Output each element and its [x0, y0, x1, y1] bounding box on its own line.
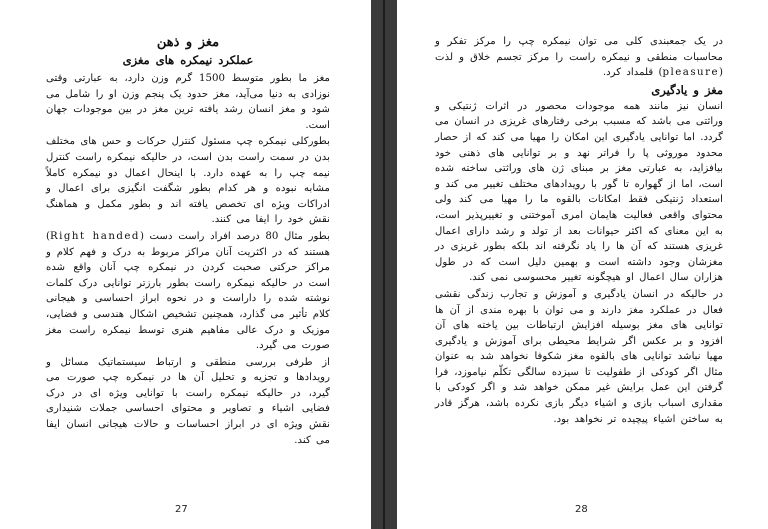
paragraph: انسان نیز مانند همه موجودات محصور در اثرات ژنتیکی و وراثتی می باشد که مسبب برخی رفتارهای غریزی در انسان می گردد. اما توانایی یادگیری این امکان را مهیا می کند که از حصار محدود موروثی پا را فراتر نهد و بر توانایی های ذهنی خود بیافزاید، به عبارتی مغز بر مبنای ژن های وراثتی ساخته شده است، اما از گهواره تا گور با رویدادهای مختلف تغییر می کند و استعداد ژنتیکی فقط امکانات بالقوه ما را مهیا می کند ولی محتوای واقعی فعالیت هایمان امری آموختنی و تغییرپذیر است، به این معنای که اکثر حیوانات بعد از تولد و رشد دارای اعمال غریزی هستند که آن ها را یاد نگرفته اند بلکه بطور غریزی در مغزشان وجود داشته است و بهمین دلیل است که در طول هزاران سال اعمال او هیچگونه تغییر محسوسی نمی کند. [435, 100, 723, 284]
book-spine [371, 0, 397, 529]
paragraph: از طرفی بررسی منطقی و ارتباط سیستماتیک مسائل و رویدادها و تجزیه و تحلیل آن ها در نیمکره چپ صورت می گیرد، در حالیکه نیمکره راست با توانایی ویژه ای در درک فضایی اشیاء و تصاویر و محتوای احساسی جملات شنیداری نقش ویژه ای در ابراز احساسات و حالات هیجانی انسان ایفا می کند. [46, 356, 330, 446]
paragraph: مغز ما بطور متوسط 1500 گرم وزن دارد، به عبارتی وقتی نوزادی به دنیا می‌آید، مغز حدود یک پنجم وزن او را شامل می شود و مغز انسان رشد یافته ترین مغز در بین موجودات جهان است. [46, 73, 331, 131]
page-number: 28 [575, 504, 588, 515]
paragraph: در یک جمعبندی کلی می توان نیمکره چپ را مرکز تفکر و محاسبات منطقی و نیمکره راست را مرکز تجسم خلاق و لذت (pleasure) قلمداد کرد. [435, 36, 723, 79]
section-title: عملکرد نیمکره های مغزی [122, 53, 254, 67]
section-heading: مغز و یادگیری [651, 82, 723, 97]
spine-divider [383, 0, 385, 529]
left-page-text [46, 34, 330, 449]
paragraph: در حالیکه در انسان یادگیری و آموزش و تجارب زندگی نقشی فعال در عملکرد مغز دارند و می توان با بهره مندی از آن ها توانایی های مغز بوسیله افزایش ارتباطات بین یاخته های آن افزود و بر عکس اگر شرایط محیطی برای آموزش و یادگیری مهیا نباشد توانایی های بالقوه مغز شکوفا نخواهد شد به عنوان مثال اگر کودکی از طفولیت تا سیزده سالگی تکلّم نیاموزد، فرا گرفتن این عمل برایش غیر ممکن خواهد شد و اگر کودکی با مقداری اسباب بازی و اشیاء دیگر بازی نکرده باشد، هرگز قادر به ساختن اشیاء پیچیده تر نخواهد بود. [435, 288, 723, 425]
paragraph: بطور مثال 80 درصد افراد راست دست (Right handed) هستند که در اکثریت آنان مراکز مربوط به درک و فهم کلام و مراکز حرکتی صحبت کردن در نیمکره چپ آنان واقع شده است در حالیکه نیمکره راست بطور بارزتر توانایی درک کلمات نوشته شده را داراست و در نحوه ابراز احساسی و هیجانی کلام تأثیر می گذارد، همچنین تشخیص اشکال هندسی و فضایی، موزیک و درک عالی مفاهیم هنری توسط نیمکره راست مغز صورت می گیرد. [46, 230, 330, 352]
right-page-text [435, 34, 723, 428]
page-number: 27 [175, 504, 188, 515]
paragraph: بطورکلی نیمکره چپ مسئول کنترل حرکات و حس های مختلف بدن در سمت راست بدن است، در حالیکه نیمکره راست کنترل نیمه چپ را به عهده دارد. با اینحال اعمال دو نیمکره کاملاً مشابه نبوده و هر کدام بطور شگفت انگیزی برای اعمال و ادراکات ویژه ای تخصص یافته اند و بطور مکمل و هماهنگ نقش خود را ایفا می کنند. [46, 136, 330, 226]
left-page [0, 0, 371, 529]
right-page [397, 0, 768, 529]
chapter-title: مغز و ذهن [156, 35, 220, 50]
